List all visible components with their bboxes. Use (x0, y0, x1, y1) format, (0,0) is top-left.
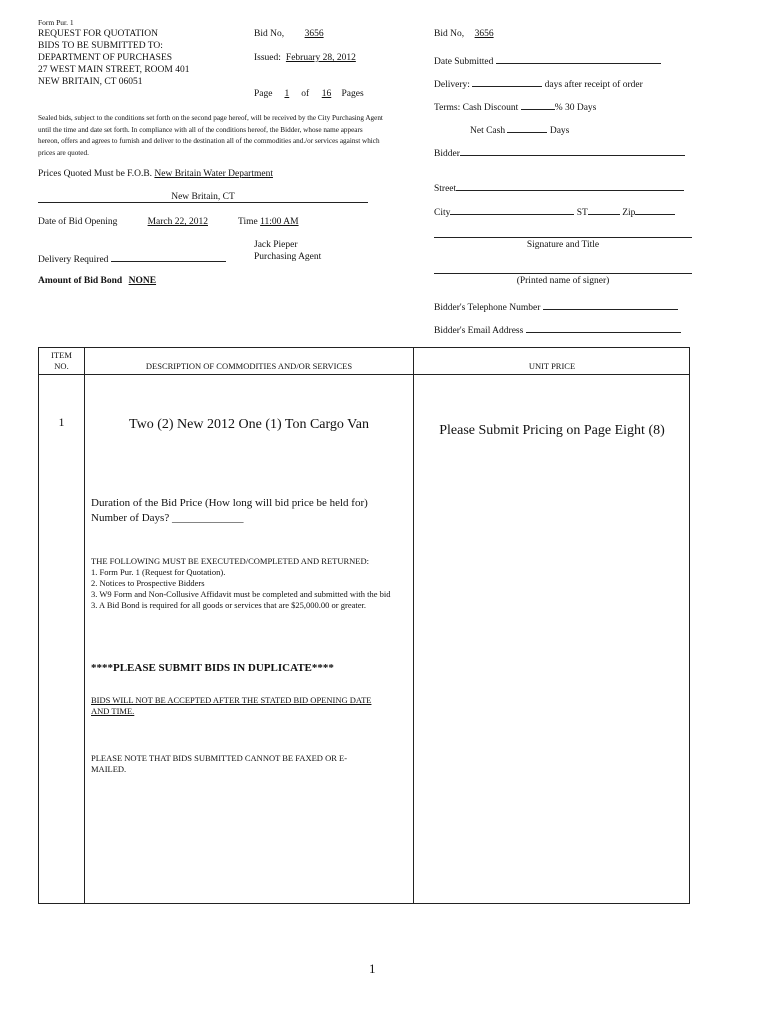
agent-title: Purchasing Agent (254, 252, 322, 262)
bid-opening-date: March 22, 2012 (147, 217, 208, 227)
fob-value: New Britain Water Department (154, 169, 273, 179)
email-label: Bidder's Email Address (434, 326, 524, 336)
net-cash-blank (507, 123, 547, 133)
email-row (434, 323, 681, 336)
items-table (38, 347, 690, 904)
description-header: DESCRIPTION OF COMMODITIES AND/OR SERVICES (145, 361, 353, 371)
terms-discount-blank (521, 100, 555, 110)
agent-name: Jack Pieper (254, 240, 298, 250)
terms-label: Terms: Cash Discount (434, 103, 519, 113)
no-fax-notice: PLEASE NOTE THAT BIDS SUBMITTED CANNOT BE FAXED OR E-MAILED. (91, 753, 348, 774)
zip-blank (635, 205, 675, 215)
item-header-line-2: NO. (54, 361, 69, 371)
date-submitted-row (434, 54, 661, 67)
item-description: Two (2) New 2012 One (1) Ton Cargo Van (129, 417, 369, 432)
phone-blank (543, 300, 678, 310)
net-cash-label: Net Cash (470, 126, 506, 136)
requirement-item-4: 3. A Bid Bond is required for all goods or services that are $25,000.00 or greater. (91, 600, 367, 610)
address-line-4: NEW BRITAIN, CT 06051 (38, 77, 143, 87)
st-blank (588, 205, 620, 215)
printed-name-label: (Printed name of signer) (516, 276, 610, 286)
form-label: Form Pur. 1 (38, 18, 74, 27)
item-header-line-1: ITEM (51, 350, 72, 360)
signature-label: Signature and Title (526, 240, 600, 250)
requirement-item-3: 3. W9 Form and Non-Collusive Affidavit must be completed and submitted with the bid (91, 589, 391, 599)
email-blank (526, 323, 681, 333)
fob-city-row (38, 192, 368, 203)
intro-paragraph: Sealed bids, subject to the conditions set forth on the second page hereof, will be received by the City Purchasing Agent until the time and date set forth. In compliance with all of the conditions hereof, the Bidder, whose name appears hereon, offers and agrees to furnish and deliver to the destination all of the commodities and./or services against which prices are quoted. (38, 114, 383, 157)
bid-opening-row (38, 217, 360, 227)
of-label: of (301, 89, 310, 99)
requirements-title: THE FOLLOWING MUST BE EXECUTED/COMPLETED AND RETURNED: (91, 556, 369, 566)
bid-number-row (254, 29, 344, 39)
issued-date: February 28, 2012 (285, 53, 356, 63)
page-count-row (254, 89, 364, 99)
time-label: Time (238, 217, 258, 227)
requirement-item-1: 1. Form Pur. 1 (Request for Quotation). (91, 567, 226, 577)
bid-duration-question: Duration of the Bid Price (How long will bid price be held for) Number of Days? _____________ (91, 497, 368, 524)
delivery-row (434, 77, 643, 90)
signature-line (434, 237, 692, 238)
bidder-label: Bidder (434, 149, 460, 159)
delivery-required-label: Delivery Required (38, 255, 109, 265)
address-line-2: DEPARTMENT OF PURCHASES (38, 53, 173, 63)
page-total: 16 (321, 89, 332, 99)
address-line-1: BIDS TO BE SUBMITTED TO: (38, 41, 163, 51)
address-line-3: 27 WEST MAIN STREET, ROOM 401 (38, 65, 190, 75)
city-row (434, 205, 675, 218)
delivery-required-blank (111, 252, 226, 262)
requirement-item-2: 2. Notices to Prospective Bidders (91, 578, 205, 588)
zip-label: Zip (622, 208, 636, 218)
bid-bond-value: NONE (128, 276, 157, 286)
page-label: Page (254, 89, 273, 99)
st-label: ST (576, 208, 588, 218)
issued-label: Issued: (254, 53, 281, 63)
issued-row (254, 53, 360, 63)
right-bid-number-row (434, 29, 504, 39)
street-blank (456, 181, 684, 191)
delivery-required-row (38, 252, 226, 265)
header-divider (39, 374, 689, 375)
date-submitted-blank (496, 54, 661, 64)
deadline-notice: BIDS WILL NOT BE ACCEPTED AFTER THE STATED BID OPENING DATE AND TIME. (91, 695, 372, 716)
city-blank (450, 205, 574, 215)
street-row (434, 181, 684, 194)
bid-number-label: Bid No, (254, 29, 285, 39)
phone-label: Bidder's Telephone Number (434, 303, 541, 313)
right-bid-number-value: 3656 (474, 29, 494, 39)
requirements-block (91, 556, 401, 611)
price-note: Please Submit Pricing on Page Eight (8) (439, 423, 665, 438)
terms-row (434, 100, 596, 113)
item-number: 1 (58, 415, 65, 429)
net-cash-suffix: Days (549, 126, 570, 136)
duplicate-notice: ****PLEASE SUBMIT BIDS IN DUPLICATE**** (91, 662, 334, 674)
phone-row (434, 300, 678, 313)
fob-city: New Britain, CT (38, 192, 368, 203)
bid-opening-time: 11:00 AM (260, 217, 299, 227)
bid-opening-label: Date of Bid Opening (38, 217, 118, 227)
unit-price-header: UNIT PRICE (528, 361, 576, 371)
form-title: REQUEST FOR QUOTATION (38, 29, 158, 39)
delivery-suffix: days after receipt of order (544, 80, 643, 90)
fob-row (38, 169, 364, 179)
street-label: Street (434, 184, 457, 194)
city-label: City (434, 208, 451, 218)
fob-label: Prices Quoted Must be F.O.B. (38, 169, 153, 179)
page-number: 1 (369, 961, 376, 976)
bid-bond-label: Amount of Bid Bond (38, 276, 123, 286)
page-current: 1 (284, 89, 290, 99)
right-bid-number-label: Bid No, (434, 29, 465, 39)
bidder-row (434, 146, 685, 159)
pages-label: Pages (341, 89, 364, 99)
bid-number-value: 3656 (304, 29, 324, 39)
terms-suffix: % 30 Days (554, 103, 597, 113)
net-cash-row (470, 123, 569, 136)
item-header (39, 350, 84, 372)
bidder-blank (460, 146, 685, 156)
date-submitted-label: Date Submitted (434, 57, 494, 67)
delivery-days-blank (472, 77, 542, 87)
delivery-label: Delivery: (434, 80, 470, 90)
bid-bond-row (38, 276, 213, 286)
printed-name-line (434, 273, 692, 274)
